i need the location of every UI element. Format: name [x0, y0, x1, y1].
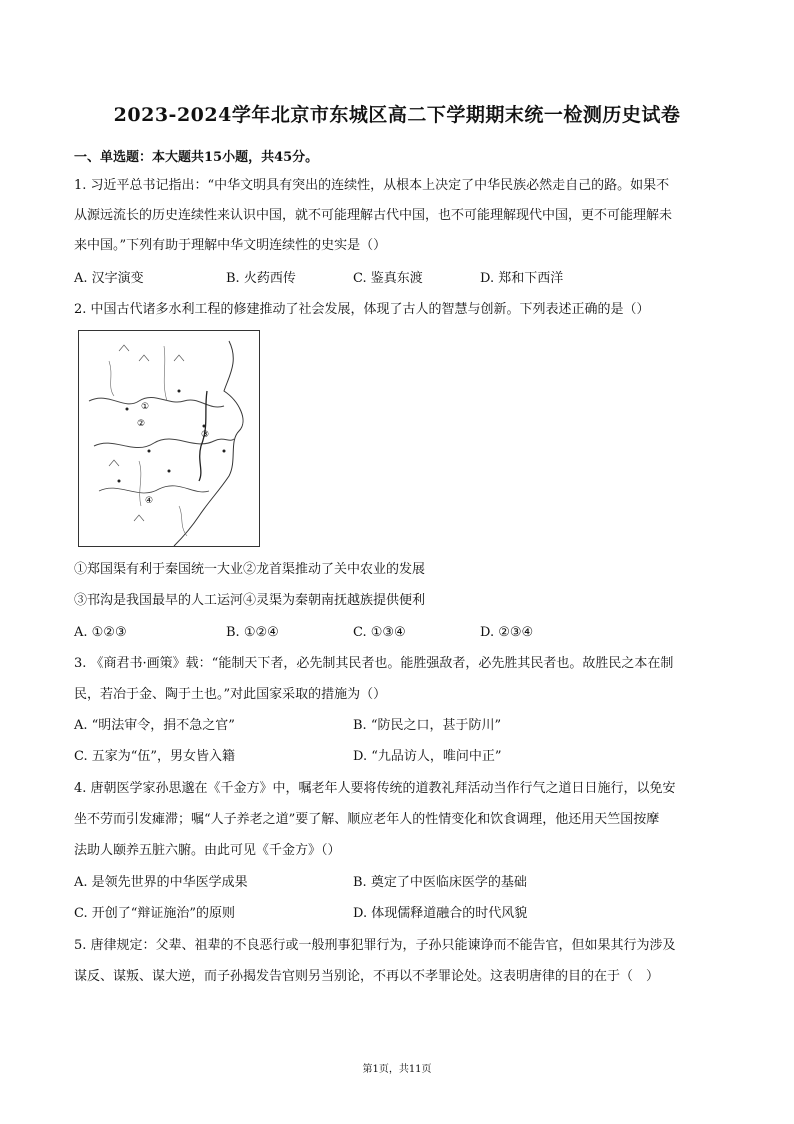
q4-option-c: C. 开创了“辩证施治”的原则 [74, 906, 236, 921]
map-city-dot [223, 450, 226, 453]
map-drawing [79, 331, 259, 546]
map-river-south [99, 486, 209, 493]
map-river-north [89, 397, 224, 407]
section-heading: 一、单选题：本大题共15小题，共45分。 [74, 150, 319, 165]
map-city-dot [118, 480, 121, 483]
q3-option-b: B. “防民之口，甚于防川” [353, 718, 502, 733]
q1-option-b: B. 火药西传 [226, 271, 296, 286]
q4-line-3: 法助人颐养五脏六腑。由此可见《千金方》（） [74, 843, 341, 858]
q1-line-3: 来中国。”下列有助于理解中华文明连续性的史实是（） [74, 238, 387, 253]
map-marker-2: ② [137, 419, 146, 429]
page-footer: 第1页，共11页 [362, 1064, 432, 1075]
page-title: 2023-2024学年北京市东城区高二下学期期末统一检测历史试卷 [113, 104, 681, 126]
q5-line-2: 谋反、谋叛、谋大逆，而子孙揭发告官则另当别论，不再以不孝罪论处。这表明唐律的目的在于（ ） [74, 969, 660, 984]
q1-line-2: 从源远流长的历史连续性来认识中国，就不可能理解古代中国，也不可能理解现代中国，更不可能理解未 [74, 208, 673, 223]
map-city-dot [203, 425, 206, 428]
q3-line-1: 3. 《商君书·画策》载：“能制天下者，必先制其民者也。能胜强敌者，必先胜其民者也。故胜民之本在制 [74, 656, 674, 671]
q3-option-d: D. “九品访人，唯问中正” [353, 749, 502, 764]
water-projects-map [78, 330, 260, 547]
map-city-dot [126, 408, 129, 411]
q1-option-c: C. 鉴真东渡 [353, 271, 423, 286]
q2-stem: 2. 中国古代诸多水利工程的修建推动了社会发展，体现了古人的智慧与创新。下列表述正确的是（） [74, 302, 650, 317]
map-city-dot [168, 470, 171, 473]
q4-line-1: 4. 唐朝医学家孙思邈在《千金方》中，嘱老年人要将传统的道教礼拜活动当作行气之道日日施行，以免安 [74, 781, 676, 796]
map-city-dot [148, 450, 151, 453]
q3-line-2: 民，若冶于金、陶于土也。”对此国家采取的措施为（） [74, 687, 387, 702]
map-marker-1: ① [141, 402, 150, 412]
q1-option-d: D. 郑和下西洋 [480, 271, 564, 286]
map-mountains [109, 345, 184, 521]
map-marker-3: ③ [201, 430, 210, 440]
q1-line-1: 1. 习近平总书记指出：“中华文明具有突出的连续性，从根本上决定了中华民族必然走自己的路。如果不 [74, 178, 670, 193]
q4-option-d: D. 体现儒释道融合的时代风貌 [353, 906, 528, 921]
q3-option-a: A. “明法审令，捐不急之官” [74, 718, 235, 733]
map-river-middle [94, 439, 234, 448]
q4-option-b: B. 奠定了中医临床医学的基础 [353, 875, 527, 890]
q2-option-d: D. ②③④ [480, 625, 534, 640]
q2-statement-2: ③邗沟是我国最早的人工运河④灵渠为秦朝南抚越族提供便利 [74, 593, 426, 608]
map-marker-4: ④ [145, 496, 154, 506]
q2-option-b: B. ①②④ [226, 625, 279, 640]
q4-option-a: A. 是领先世界的中华医学成果 [74, 875, 248, 890]
q5-line-1: 5. 唐律规定：父辈、祖辈的不良恶行或一般刑事犯罪行为，子孙只能谏诤而不能告官，但如果其行为涉及 [74, 938, 676, 953]
map-tributaries [109, 346, 187, 536]
q2-statement-1: ①郑国渠有利于秦国统一大业②龙首渠推动了关中农业的发展 [74, 562, 426, 577]
q2-option-c: C. ①③④ [353, 625, 406, 640]
q2-option-a: A. ①②③ [74, 625, 127, 640]
map-city-dot [178, 390, 181, 393]
q4-line-2: 坐不劳而引发瘫滞；嘱“人子养老之道”要了解、顺应老年人的性情变化和饮食调理，他还用天竺国按摩 [74, 812, 660, 827]
q1-option-a: A. 汉字演变 [74, 271, 144, 286]
q3-option-c: C. 五家为“伍”，男女皆入籍 [74, 749, 236, 764]
